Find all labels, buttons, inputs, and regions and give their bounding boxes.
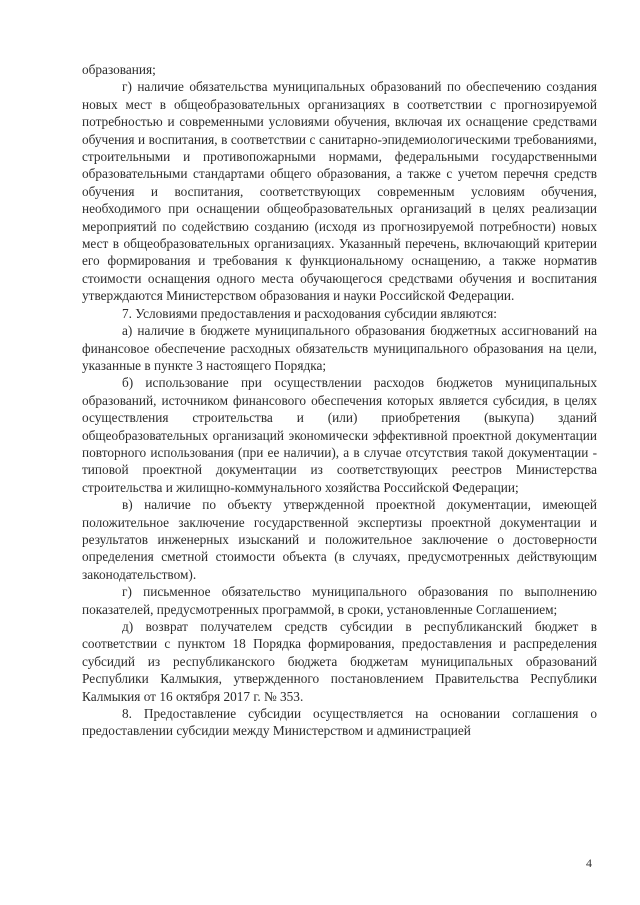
paragraph-item-b: б) использование при осуществлении расходов бюджетов муниципальных образований, источником финансового обеспечения которых является субсидия, в целях осуществления строительства и (или) приобретения (выкупа) зданий общеобразовательных организаций экономически эффективной проектной документации повторного использования (при ее наличии), а в случае отсутствия такой документации - типовой проектной документации из соответствующих реестров Министерства строительства и жилищно-коммунального хозяйства Российской Федерации; bbox=[82, 375, 597, 495]
document-body bbox=[82, 61, 597, 740]
paragraph-item-v: в) наличие по объекту утвержденной проектной документации, имеющей положительное заключение государственной экспертизы проектной документации и результатов инженерных изысканий и положительное заключение о достоверности определения сметной стоимости объекта (в случаях, предусмотренных действующим законодательством). bbox=[82, 497, 597, 582]
paragraph-item-d: д) возврат получателем средств субсидии в республиканский бюджет в соответствии с пунктом 18 Порядка формирования, предоставления и распределения субсидий из республиканского бюджета бюджетам муниципальных образований Республики Калмыкия, утвержденного постановлением Правительства Республики Калмыкия от 16 октября 2017 г. № 353. bbox=[82, 619, 597, 704]
paragraph-continuation: образования; bbox=[82, 62, 156, 77]
paragraph-section-8: 8. Предоставление субсидии осуществляется на основании соглашения о предоставлении субсидии между Министерством и администрацией bbox=[82, 706, 597, 739]
page-number: 4 bbox=[586, 856, 592, 870]
paragraph-section-7: 7. Условиями предоставления и расходования субсидии являются: bbox=[122, 305, 497, 321]
paragraph-item-g2: г) письменное обязательство муниципального образования по выполнению показателей, предусмотренных программой, в сроки, установленные Соглашением; bbox=[82, 584, 597, 617]
paragraph-item-a: а) наличие в бюджете муниципального образования бюджетных ассигнований на финансовое обеспечение расходных обязательств муниципального образования на цели, указанные в пункте 3 настоящего Порядка; bbox=[82, 323, 597, 373]
paragraph-item-g: г) наличие обязательства муниципальных образований по обеспечению создания новых мест в общеобразовательных организациях в соответствии с прогнозируемой потребностью и современными условиями обучения, включая их оснащение средствами обучения и воспитания, в соответствии с санитарно-эпидемиологическими требованиями, строительными и противопожарными нормами, федеральными государственными образовательными стандартами общего образования, а также с учетом перечня средств обучения и воспитания, соответствующих современным условиям обучения, необходимого при оснащении общеобразовательных организаций в целях реализации мероприятий по содействию созданию (исходя из прогнозируемой потребности) новых мест в общеобразовательных организациях. Указанный перечень, включающий критерии его формирования и требования к функциональному оснащению, а также норматив стоимости оснащения одного места обучающегося средствами обучения и воспитания утверждаются Министерством образования и науки Российской Федерации. bbox=[82, 79, 597, 304]
